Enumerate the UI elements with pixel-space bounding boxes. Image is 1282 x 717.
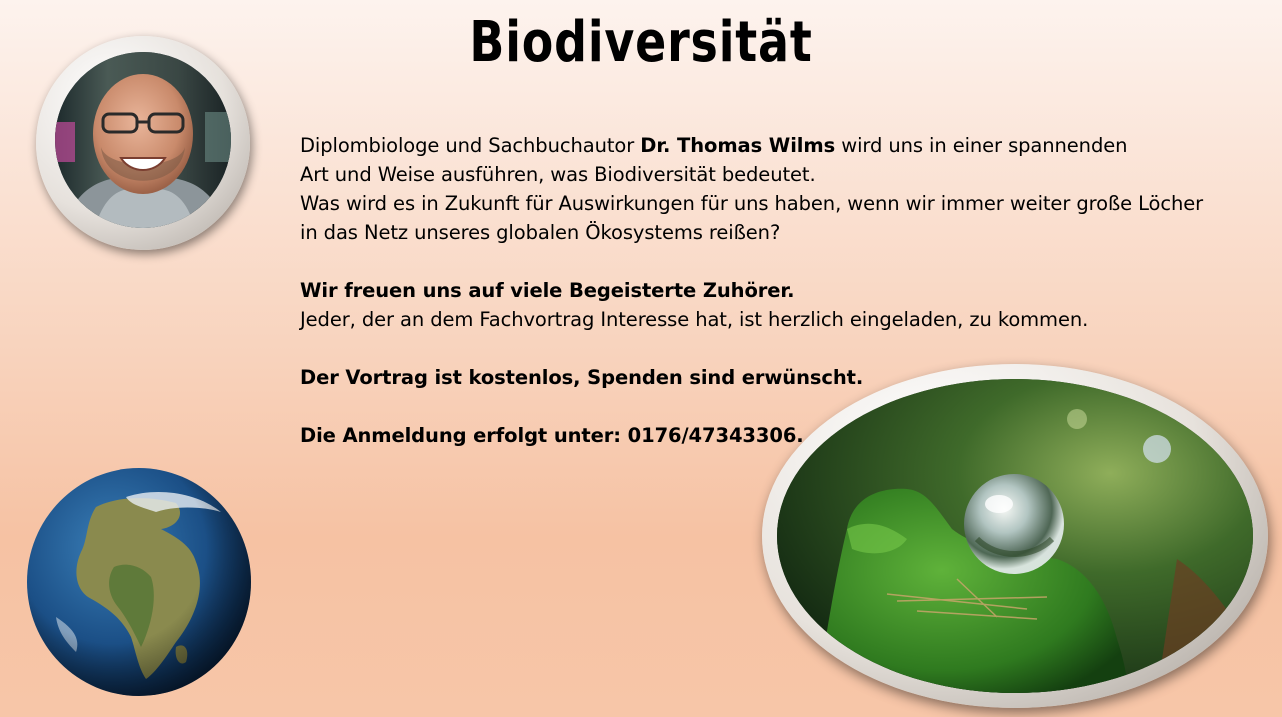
description-line-2: Art und Weise ausführen, was Biodiversität bedeutet.	[300, 163, 816, 186]
description-line-4: in das Netz unseres globalen Ökosystems reißen?	[300, 221, 781, 244]
nature-image-frame	[762, 364, 1268, 708]
invite-line: Jeder, der an dem Fachvortrag Interesse hat, ist herzlich eingeladen, zu kommen.	[300, 308, 1089, 331]
intro-suffix: wird uns in einer spannenden	[835, 134, 1128, 157]
description-line-3: Was wird es in Zukunft für Auswirkungen für uns haben, wenn wir immer weiter große Löcher	[300, 192, 1204, 215]
slide-title: Biodiversität	[469, 10, 813, 75]
free-note: Der Vortrag ist kostenlos, Spenden sind erwünscht.	[300, 366, 864, 389]
earth-globe-image	[26, 467, 252, 697]
speaker-portrait	[55, 52, 231, 228]
intro-prefix: Diplombiologe und Sachbuchautor	[300, 134, 641, 157]
speaker-portrait-frame	[36, 36, 250, 250]
moss-glass-sphere-image	[777, 379, 1253, 693]
invite-heading: Wir freuen uns auf viele Begeisterte Zuhörer.	[300, 279, 795, 302]
intro-line	[300, 131, 1240, 160]
speaker-name: Dr. Thomas Wilms	[640, 134, 836, 157]
registration-info: Die Anmeldung erfolgt unter: 0176/47343306.	[300, 424, 804, 447]
